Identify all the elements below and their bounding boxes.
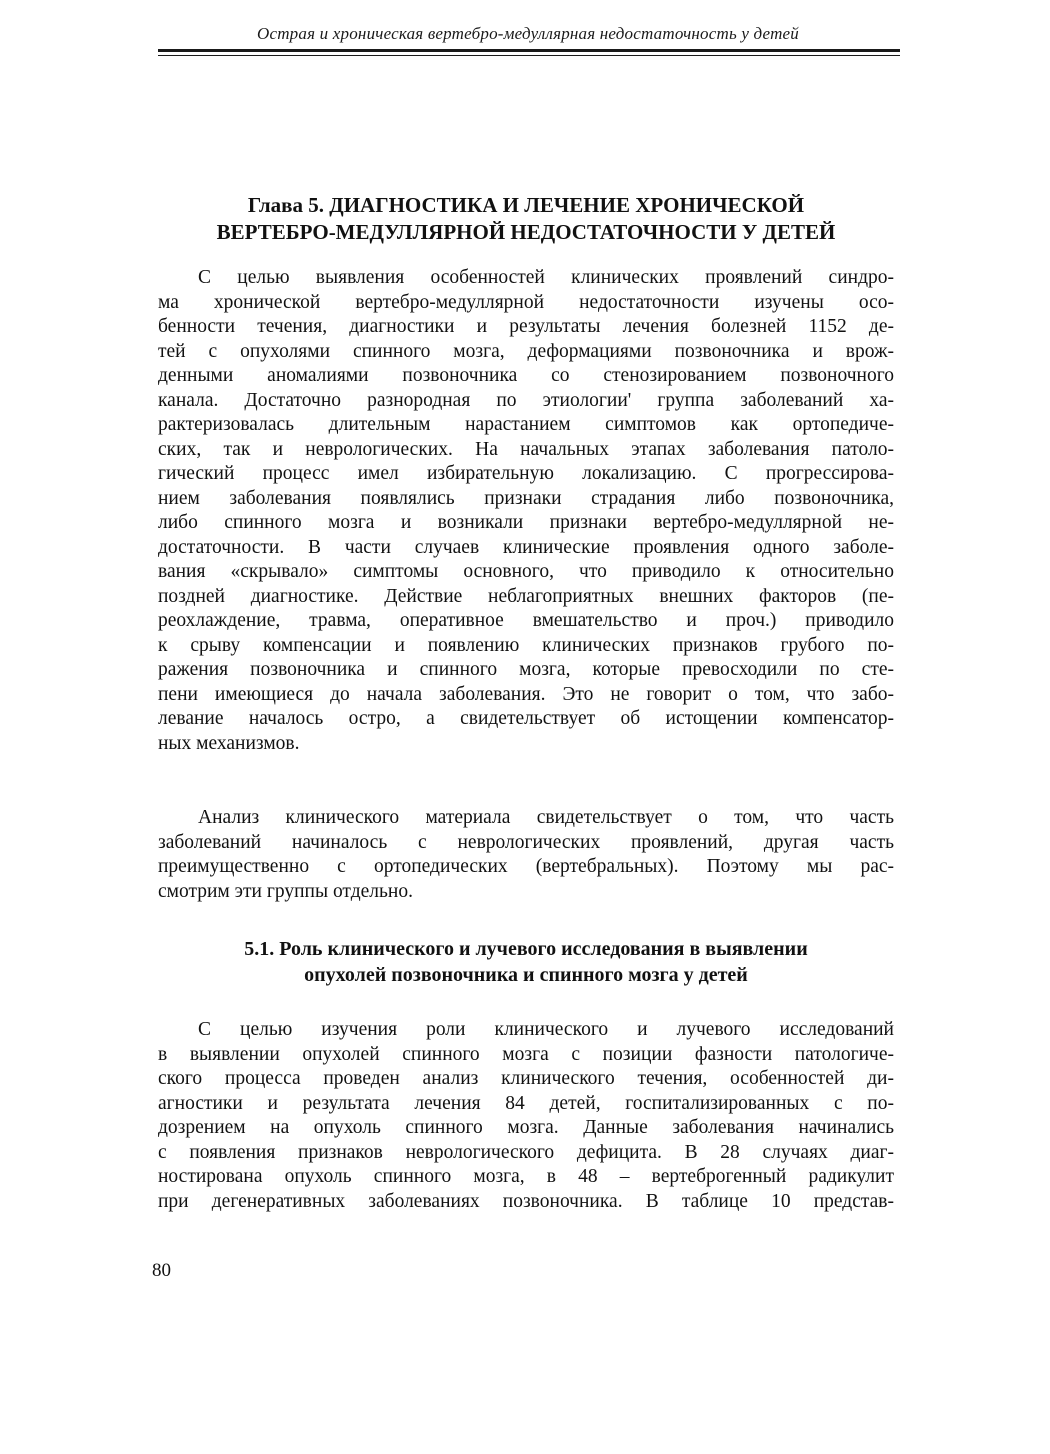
chapter-title-line-2: ВЕРТЕБРО-МЕДУЛЛЯРНОЙ НЕДОСТАТОЧНОСТИ У ДЕТЕЙ — [216, 220, 836, 244]
text-line: в выявлении опухолей спинного мозга с позиции фазности патологиче- — [158, 1043, 894, 1065]
text-line: преимущественно с ортопедических (вертебральных). Поэтому мы рас- — [158, 856, 894, 877]
text-line: С целью выявления особенностей клинических проявлений синдро- — [198, 267, 894, 288]
text-line: к срыву компенсации и появлению клинических признаков грубого по- — [158, 634, 894, 656]
text-line: рактеризовалась длительным нарастанием симптомов как ортопедиче- — [158, 414, 894, 435]
text-line: с появления признаков неврологического дефицита. В 28 случаях диаг- — [158, 1141, 894, 1163]
paragraph-1 — [158, 266, 894, 756]
paragraph-2 — [158, 806, 894, 904]
text-line: ского процесса проведен анализ клинического течения, особенностей ди- — [158, 1068, 894, 1089]
text-line: гический процесс имел избирательную локализацию. С прогрессирова- — [158, 463, 894, 484]
header-rule — [158, 49, 900, 52]
text-line: тей с опухолями спинного мозга, деформациями позвоночника и врож- — [158, 340, 894, 362]
text-line: денными аномалиями позвоночника со стенозированием позвоночного — [158, 365, 894, 386]
text-line: ражения позвоночника и спинного мозга, которые превосходили по сте- — [158, 659, 894, 680]
chapter-title-line-1: Глава 5. ДИАГНОСТИКА И ЛЕЧЕНИЕ ХРОНИЧЕСКОЙ — [247, 193, 805, 217]
text-line: бенности течения, диагностики и результаты лечения болезней 1152 де- — [158, 316, 894, 337]
text-line: дозрением на опухоль спинного мозга. Данные заболевания начинались — [158, 1117, 894, 1138]
text-line: смотрим эти группы отдельно. — [158, 880, 413, 902]
running-header: Острая и хроническая вертебро-медуллярная недостаточность у детей — [256, 24, 800, 43]
text-line: С целью изучения роли клинического и лучевого исследований — [198, 1019, 894, 1040]
text-line: нием заболевания появлялись признаки страдания либо позвоночника, — [158, 487, 894, 509]
text-line: реохлаждение, травма, оперативное вмешательство и проч.) приводило — [158, 610, 894, 631]
text-line: левание началось остро, а свидетельствует об истощении компенсатор- — [158, 708, 894, 729]
page-number: 80 — [152, 1260, 171, 1281]
text-line: вания «скрывало» симптомы основного, что приводило к относительно — [158, 561, 894, 582]
header-rule-thin — [158, 55, 900, 56]
text-line: ских, так и неврологических. На начальных этапах заболевания патоло- — [158, 438, 894, 460]
text-line: достаточности. В части случаев клинические проявления одного заболе- — [158, 536, 894, 558]
text-line: при дегенеративных заболеваниях позвоночника. В таблице 10 представ- — [158, 1190, 894, 1212]
section-title — [158, 936, 894, 988]
text-line: пени имеющиеся до начала заболевания. Это не говорит о том, что забо- — [158, 683, 894, 705]
text-line: заболеваний начиналось с неврологических проявлений, другая часть — [158, 831, 894, 853]
section-title-line-1: 5.1. Роль клинического и лучевого исследования в выявлении — [244, 938, 808, 960]
text-line: агностики и результата лечения 84 детей, госпитализированных с по- — [158, 1092, 894, 1114]
paragraph-3 — [158, 1018, 894, 1214]
text-line: канала. Достаточно разнородная по этиологии' группа заболеваний ха- — [158, 389, 894, 411]
chapter-title — [158, 192, 894, 246]
text-line: поздней диагностике. Действие неблагоприятных внешних факторов (пе- — [158, 585, 894, 607]
text-line: либо спинного мозга и возникали признаки вертебро-медуллярной не- — [158, 512, 894, 533]
text-line: Анализ клинического материала свидетельствует о том, что часть — [198, 807, 894, 828]
text-line: ма хронической вертебро-медуллярной недостаточности изучены осо- — [158, 291, 894, 313]
text-line: ностирована опухоль спинного мозга, в 48 – вертеброгенный радикулит — [158, 1166, 894, 1187]
text-line: ных механизмов. — [158, 732, 300, 754]
section-title-line-2: опухолей позвоночника и спинного мозга у детей — [304, 964, 748, 986]
